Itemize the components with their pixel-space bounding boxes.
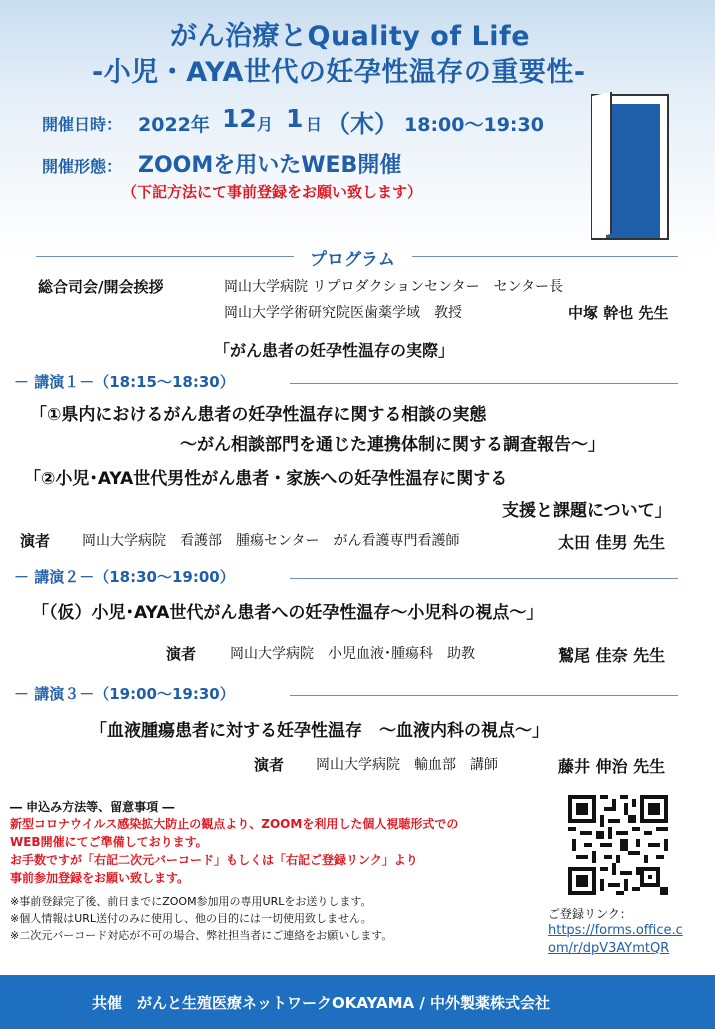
lecture-2-speaker-label: 演者 [166,645,197,663]
date-day-unit: 日 [306,115,323,134]
lecture-3-speaker-label: 演者 [254,756,285,774]
application-note: ※事前登録完了後、前日までにZOOM参加用の専用URLをお送りします。 [10,895,372,908]
qr-code[interactable] [568,795,668,895]
opening-role: 総合司会/開会挨拶 [38,278,164,296]
registration-link-label: ご登録リンク： [548,907,632,921]
opening-speaker-name: 中塚 幹也 先生 [568,304,669,322]
lecture-1-title-line: 「②小児･AYA世代男性がん患者・家族への妊孕性温存に関する [24,469,508,489]
session-theme: 「がん患者の妊孕性温存の実際」 [214,341,455,360]
lecture-1-title-line: 「①県内におけるがん患者の妊孕性温存に関する相談の実態 [30,405,487,425]
program-heading: プログラム [310,250,395,270]
registration-note: （下記方法にて事前登録をお願い致します） [122,183,423,201]
application-note: ※二次元バーコード対応が不可の場合、弊社担当者にご連絡をお願いします。 [10,929,393,942]
application-note: ※個人情報はURL送付のみに使用し、他の目的には一切使用致しません。 [10,912,372,925]
title-line2: -小児・AYA世代の妊孕性温存の重要性- [92,57,586,88]
lecture-2-header: － 講演２－（18:30～19:00） [14,568,235,586]
application-red-line: 事前参加登録をお願い致します。 [10,871,190,885]
date-year: 2022年 [138,114,210,136]
registration-link[interactable]: https://forms.office.c [548,923,683,938]
date-day: 1 [286,104,304,133]
application-red-line: 新型コロナウイルス感染拡大防止の観点より、ZOOMを利用した個人視聴形式での [10,817,459,831]
lecture-2-title-line: 「（仮）小児･AYA世代がん患者への妊孕性温存～小児科の視点～」 [32,603,544,623]
title-line1: がん治療とQuality of Life [170,21,531,52]
lecture-3-title-line: 「血液腫瘍患者に対する妊孕性温存 ～血液内科の視点～」 [90,721,549,741]
application-red-line: WEB開催にてご準備しております。 [10,835,208,849]
format-value: ZOOMを用いたWEB開催 [138,153,402,178]
lecture-3-speaker-name: 藤井 伸治 先生 [558,757,666,776]
lecture-1-header: － 講演１－（18:15～18:30） [14,373,235,391]
opening-affiliation-1: 岡山大学病院 リプロダクションセンター センター長 [224,279,564,295]
format-label: 開催形態： [42,157,123,176]
opening-affiliation-2: 岡山大学学術研究院医歯薬学域 教授 [224,305,462,321]
date-month: 12 [222,104,257,133]
lecture-3-speaker-affiliation: 岡山大学病院 輸血部 講師 [316,757,498,773]
date-time: 18:00～19:30 [404,114,544,136]
lecture-2-speaker-affiliation: 岡山大学病院 小児血液･腫瘍科 助教 [230,646,475,662]
footer-bar [0,975,715,1029]
lecture-3-header: － 講演３－（19:00～19:30） [14,685,235,703]
lecture-1-speaker-name: 太田 佳男 先生 [558,533,666,552]
lecture-1-speaker-affiliation: 岡山大学病院 看護部 腫瘍センター がん看護専門看護師 [82,533,460,549]
lecture-1-speaker-label: 演者 [20,532,51,550]
application-red-line: お手数ですが「右記二次元バーコード」もしくは「右記ご登録リンク」より [10,853,418,867]
lecture-1-title-line: 支援と課題について」 [502,501,672,521]
date-month-unit: 月 [257,115,274,134]
date-weekday: （木） [326,110,398,138]
footer-cohosts: 共催 がんと生殖医療ネットワークOKAYAMA / 中外製薬株式会社 [92,994,551,1012]
date-label: 開催日時： [42,115,123,134]
registration-link-continued[interactable]: om/r/dpV3AYmtQR [548,941,670,956]
lecture-1-title-line: ～がん相談部門を通じた連携体制に関する調査報告～」 [180,435,605,455]
lecture-2-speaker-name: 鷲尾 佳奈 先生 [558,646,666,665]
application-heading: ― 申込み方法等、留意事項 ― [10,800,175,814]
